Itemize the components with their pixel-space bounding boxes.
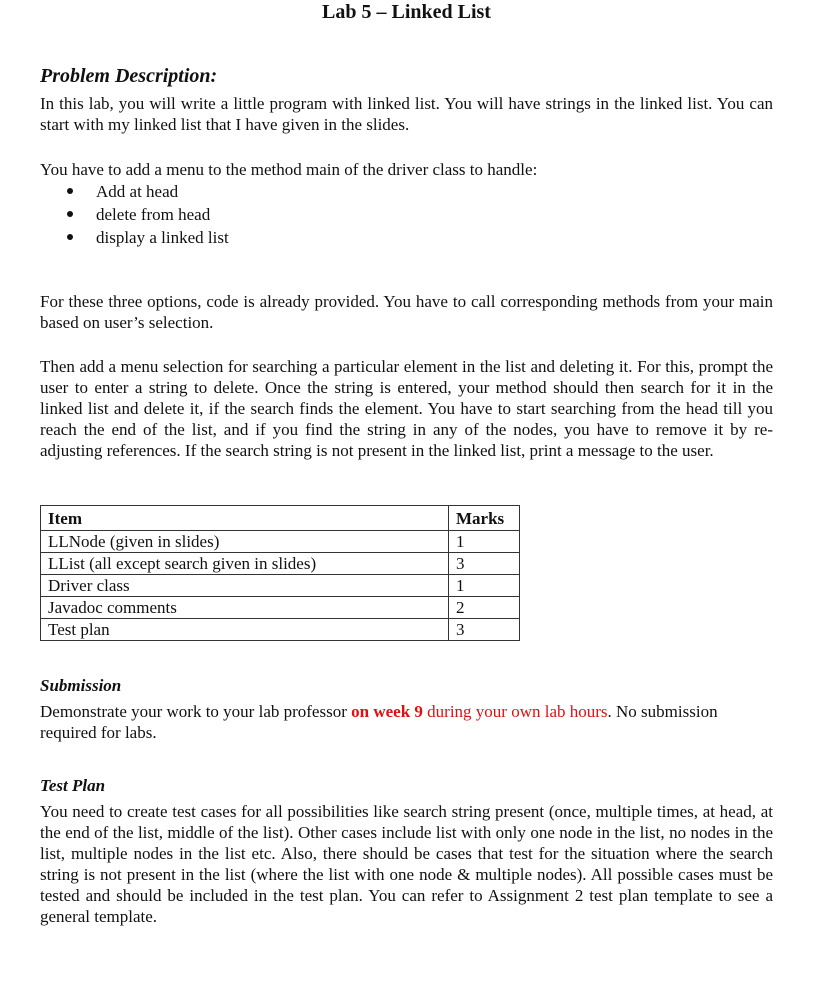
cell-marks: 3 [449, 553, 520, 575]
cell-marks: 1 [449, 531, 520, 553]
cell-item: Test plan [41, 619, 449, 641]
submission-hours-highlight: during your own lab hours [422, 702, 608, 721]
menu-options-list [40, 180, 229, 249]
table-header-row [41, 506, 520, 531]
list-item: display a linked list [40, 226, 229, 249]
table-row [41, 597, 520, 619]
submission-heading: Submission [40, 676, 122, 695]
table-row [41, 531, 520, 553]
submission-text-before: Demonstrate your work to your lab professor [40, 702, 352, 721]
cell-marks: 1 [449, 575, 520, 597]
header-marks: Marks [449, 506, 520, 531]
list-item: delete from head [40, 203, 229, 226]
table-row [41, 619, 520, 641]
table-row [41, 575, 520, 597]
options-paragraph: For these three options, code is already provided. You have to call corresponding methods from your main based on user’s selection. [40, 292, 773, 332]
cell-item: LLNode (given in slides) [41, 531, 449, 553]
cell-item: Driver class [41, 575, 449, 597]
bullet-icon [67, 234, 73, 240]
cell-item: Javadoc comments [41, 597, 449, 619]
cell-item: LList (all except search given in slides) [41, 553, 449, 575]
cell-marks: 3 [449, 619, 520, 641]
menu-intro-paragraph: You have to add a menu to the method main of the driver class to handle: [40, 160, 538, 179]
submission-paragraph [40, 701, 773, 743]
submission-text-after: . No submission required for labs. [40, 702, 718, 742]
problem-description-heading: Problem Description: [40, 65, 218, 87]
submission-week-highlight: on week 9 [351, 702, 423, 721]
bullet-icon [67, 188, 73, 194]
document-title: Lab 5 – Linked List [322, 1, 491, 23]
test-plan-heading: Test Plan [40, 776, 106, 795]
marks-table [40, 505, 520, 641]
table-row [41, 553, 520, 575]
bullet-icon [67, 211, 73, 217]
cell-marks: 2 [449, 597, 520, 619]
test-plan-paragraph: You need to create test cases for all possibilities like search string present (once, multiple times, at head, at the end of the list, middle of the list). Other cases include list with only one node in the list, no nodes in the list, multiple nodes in the list etc. Also, there should be cases that test for the situation where the search string is not present in the list (where the list with one node & multiple nodes). All possible cases must be tested and should be included in the test plan. You can refer to Assignment 2 test plan template to see a general template. [40, 802, 773, 926]
problem-intro-paragraph: In this lab, you will write a little program with linked list. You will have strings in the linked list. You can start with my linked list that I have given in the slides. [40, 94, 773, 134]
list-item: Add at head [40, 180, 229, 203]
search-delete-paragraph: Then add a menu selection for searching a particular element in the list and deleting it. For this, prompt the user to enter a string to delete. Once the string is entered, your method should then search for it in the linked list and delete it, if the search finds the element. You have to start searching from the head till you reach the end of the list, and if you find the string in any of the nodes, you have to remove it by re-adjusting references. If the search string is not present in the linked list, print a message to the user. [40, 357, 773, 460]
header-item: Item [41, 506, 449, 531]
